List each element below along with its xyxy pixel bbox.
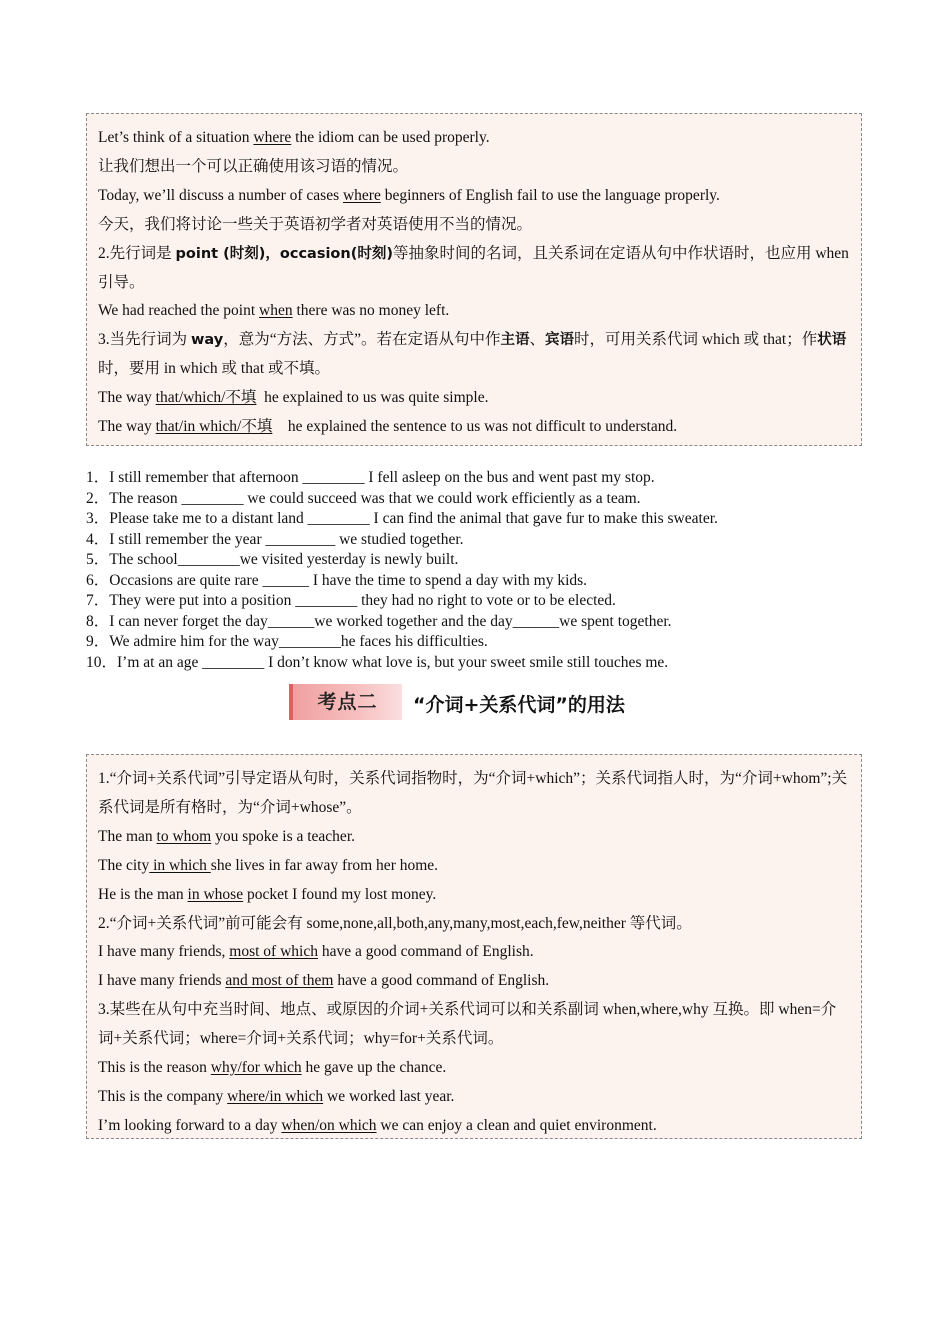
rule-point-1: 1.“介词+关系代词”引导定语从句时，关系代词指物时，为“介词+which”；关系代词指人时，为“介词+whom”;关系代词是所有格时，为“介词+whose”。 [98, 770, 848, 816]
example-sentence: The way that/which/不填 he explained to us was quite simple. [98, 389, 489, 407]
answer-underline: why/for which [210, 1059, 302, 1077]
example-sentence: The city in which she lives in far away from her home. [98, 856, 439, 874]
example-sentence: I have many friends and most of them have a good command of English. [98, 972, 550, 990]
exercise-item: 7．They were put into a position ________ they had no right to vote or to be elected. [86, 592, 616, 609]
rule-point-3: 3.某些在从句中充当时间、地点、或原因的介词+关系代词可以和关系副词 when,where,why 互换。即 when=介词+关系代词；where=介词+关系代词；why=for+关系代词。 [98, 1001, 837, 1048]
answer-underline: in whose [187, 885, 244, 903]
answer-underline: when [259, 302, 293, 320]
example-translation: 让我们想出一个可以正确使用该习语的情况。 [98, 157, 409, 175]
rule-point-2: 2.“介词+关系代词”前可能会有 some,none,all,both,any,many,most,each,few,neither 等代词。 [98, 914, 692, 932]
answer-underline: most of which [229, 943, 318, 961]
exercise-item: 5．The school________we visited yesterday is newly built. [86, 551, 459, 568]
example-sentence: This is the company where/in which we worked last year. [98, 1087, 455, 1105]
exercise-item: 8．I can never forget the day______we worked together and the day______we spent together. [86, 612, 672, 630]
answer-underline: where [253, 129, 292, 146]
example-sentence: We had reached the point when there was no money left. [98, 302, 450, 320]
example-sentence: Let’s think of a situation where the idiom can be used properly. [98, 129, 490, 146]
exercise-item: 2．The reason ________ we could succeed was that we could work efficiently as a team. [86, 489, 641, 507]
rule-point-3: 3.当先行词为 way，意为“方法、方式”。若在定语从句中作主语、宾语时，可用关系代词 which 或 that；作状语时，要用 in which 或 that 或不填。 [98, 331, 847, 378]
example-sentence: Today, we’ll discuss a number of cases where beginners of English fail to use the language properly. [98, 186, 720, 204]
exercise-item: 6．Occasions are quite rare ______ I have the time to spend a day with my kids. [86, 571, 588, 589]
exercise-item: 3．Please take me to a distant land ________ I can find the animal that gave fur to make this sweater. [86, 510, 718, 527]
section-title: “介词+关系代词”的用法 [413, 694, 625, 716]
answer-underline: to whom [156, 827, 212, 845]
answer-underline: that/in which/不填 [155, 418, 273, 436]
exercise-item: 4．I still remember the year _________ we studied together. [86, 530, 464, 548]
answer-underline: where/in which [227, 1087, 324, 1105]
example-translation: 今天，我们将讨论一些关于英语初学者对英语使用不当的情况。 [98, 215, 533, 233]
answer-underline: when/on which [281, 1116, 377, 1134]
section-tag: 考点二 [289, 684, 402, 720]
answer-underline: in which [149, 856, 211, 874]
example-sentence: The way that/in which/不填 he explained the sentence to us was not difficult to understand. [98, 418, 678, 436]
exercise-item: 10．I’m at an age ________ I don’t know what love is, but your sweet smile still touches me. [86, 653, 669, 671]
example-sentence: I’m looking forward to a day when/on which we can enjoy a clean and quiet environment. [98, 1116, 657, 1134]
exercise-item: 9．We admire him for the way________he faces his difficulties. [86, 633, 488, 650]
answer-underline: that/which/不填 [155, 389, 257, 407]
answer-underline: and most of them [225, 972, 334, 990]
example-sentence: I have many friends, most of which have a good command of English. [98, 943, 534, 961]
example-sentence: The man to whom you spoke is a teacher. [98, 827, 355, 845]
exercise-item: 1．I still remember that afternoon ________ I fell asleep on the bus and went past my stop. [86, 469, 655, 486]
example-sentence: This is the reason why/for which he gave up the chance. [98, 1059, 447, 1077]
relative-adverb-notes-box [86, 113, 862, 446]
exercise-list [86, 468, 886, 673]
section-heading [289, 684, 709, 722]
answer-underline: where [342, 186, 381, 204]
example-sentence: He is the man in whose pocket I found my lost money. [98, 885, 437, 903]
preposition-relative-pronoun-notes-box [86, 754, 862, 1139]
rule-point-2: 2.先行词是 point (时刻)，occasion(时刻)等抽象时间的名词，且关系词在定语从句中作状语时，也应用 when 引导。 [98, 244, 849, 291]
